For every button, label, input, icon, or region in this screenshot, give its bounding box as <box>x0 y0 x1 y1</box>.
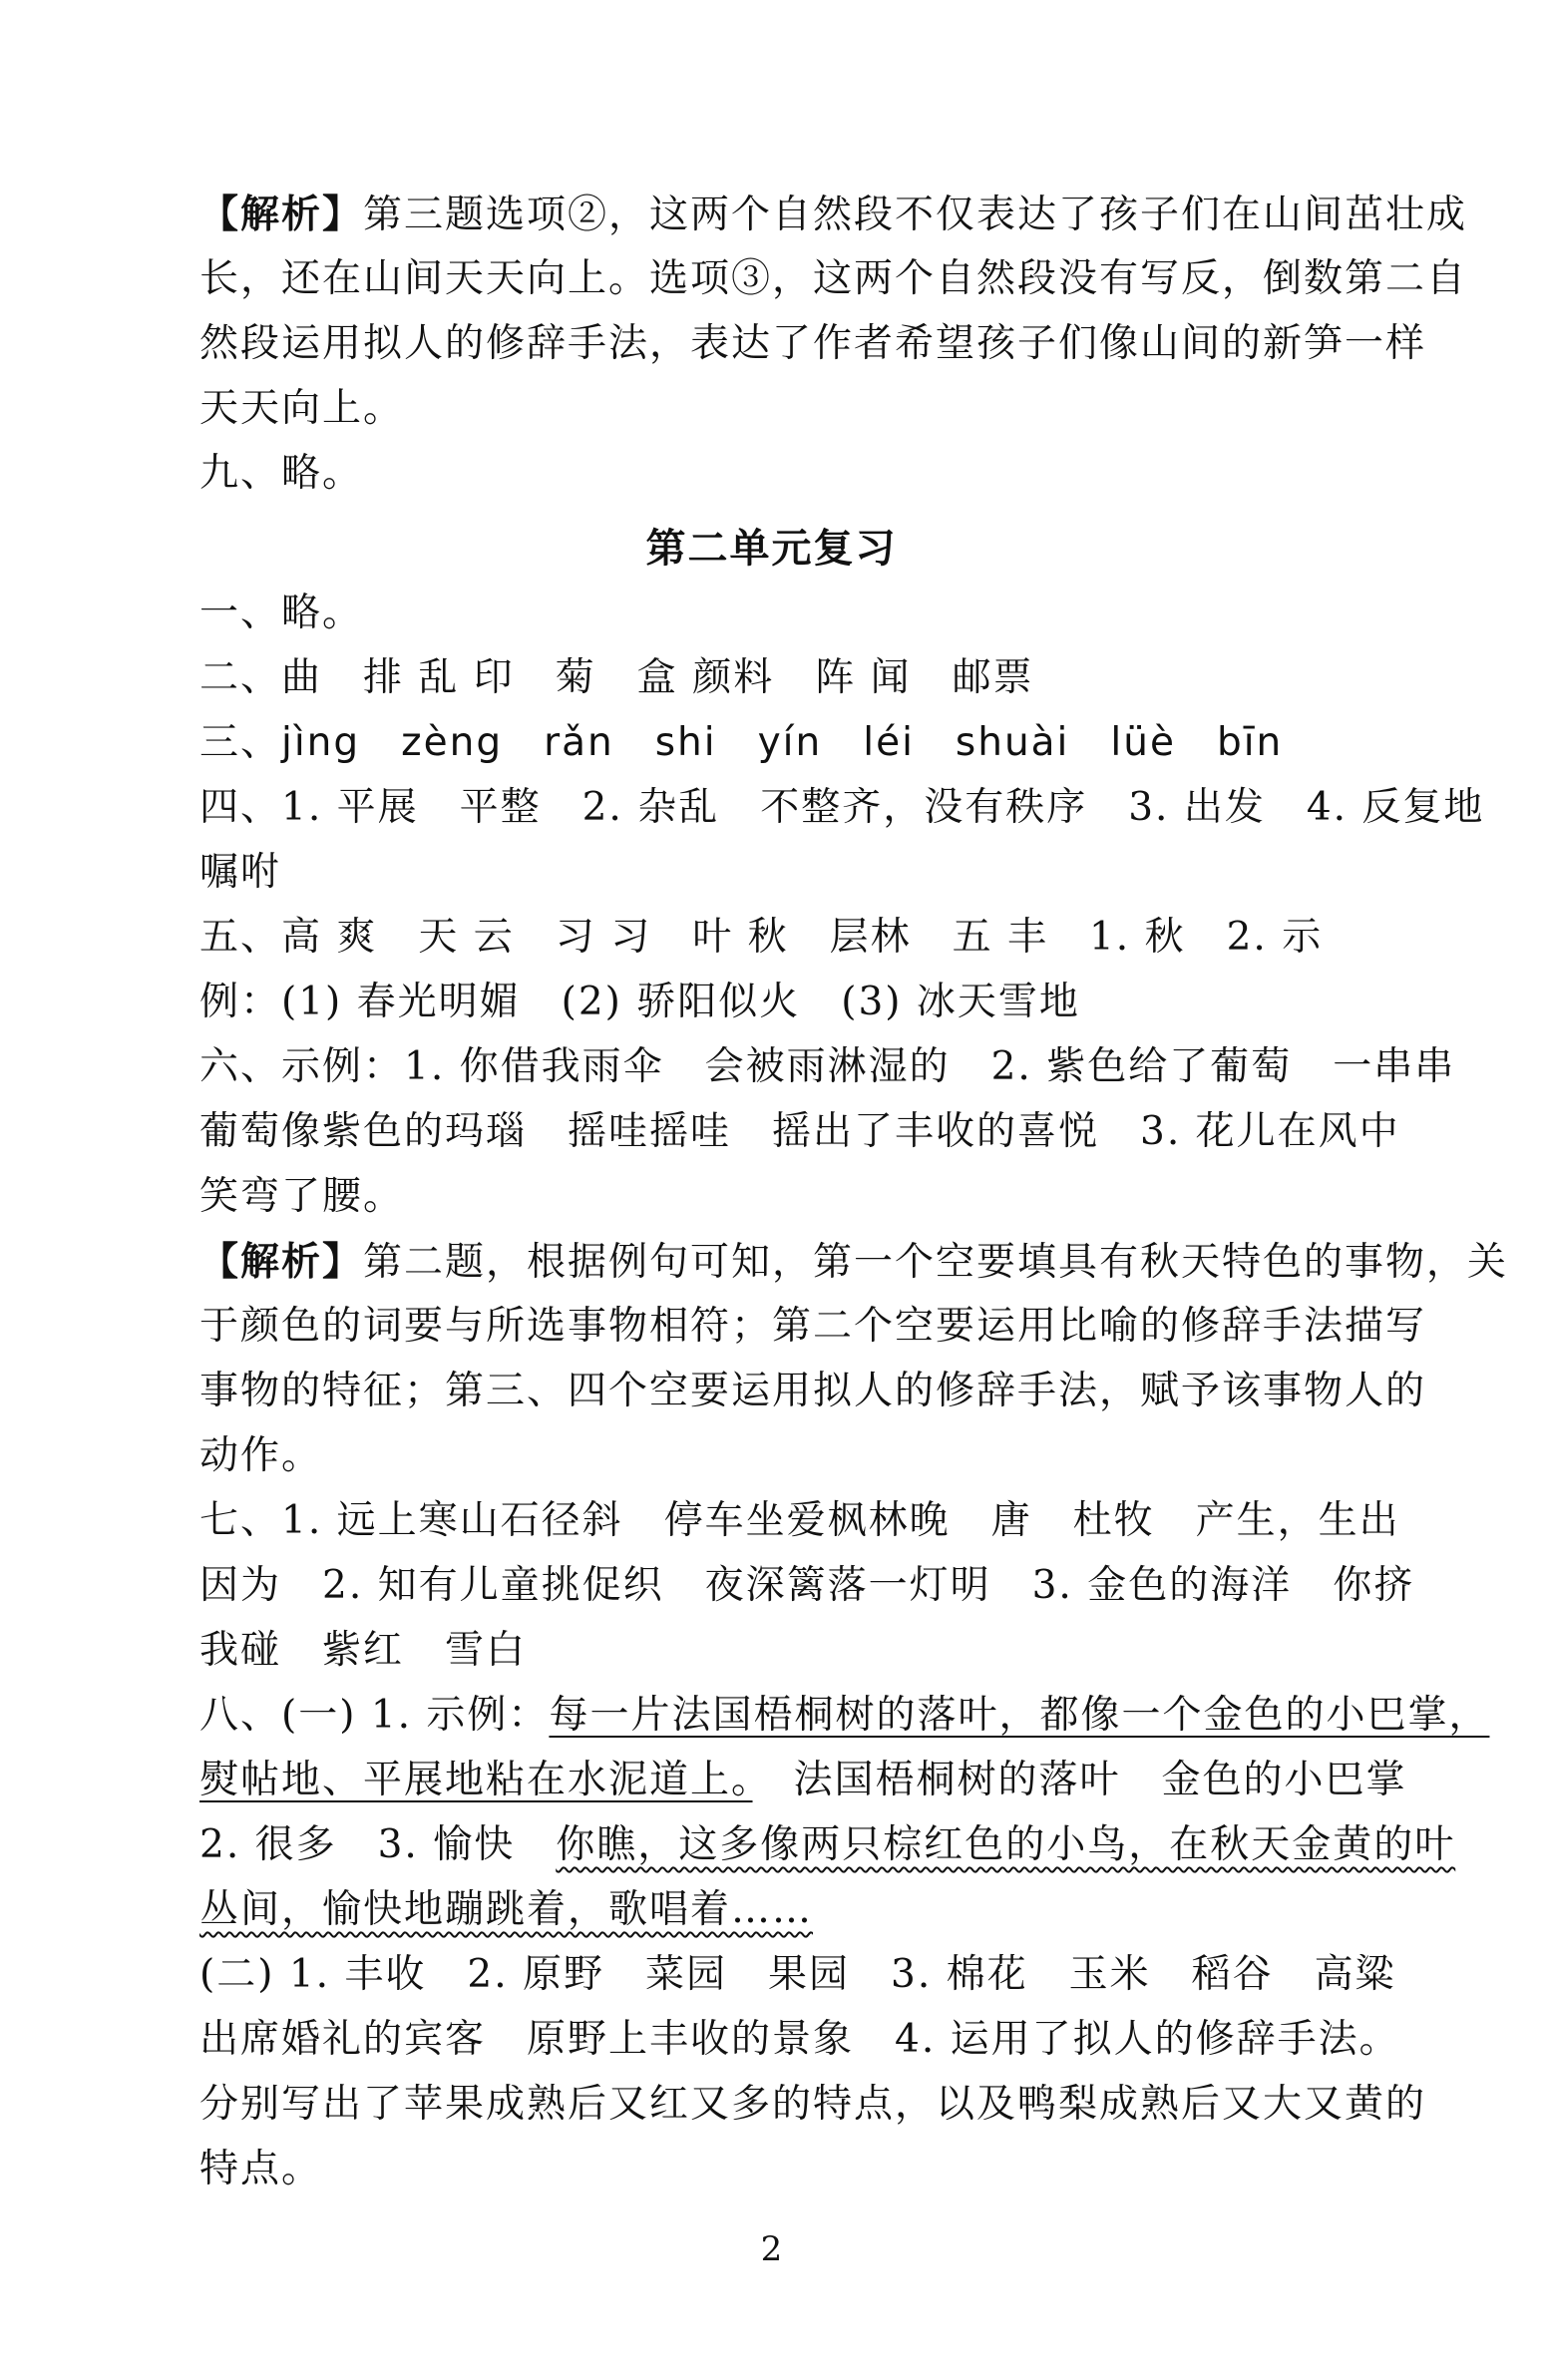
wavy-underlined-sentence: 丛间，愉快地蹦跳着，歌唱着…… <box>199 1887 814 1932</box>
answer-q8b-cont: 分别写出了苹果成熟后又红又多的特点，以及鸭梨成熟后又大又黄的 <box>199 2082 1427 2127</box>
section-title: 第二单元复习 <box>645 526 898 572</box>
wavy-underlined-sentence: 你瞧，这多像两只棕红色的小鸟，在秋天金黄的叶 <box>556 1822 1456 1867</box>
analysis-line: 事物的特征；第三、四个空要运用拟人的修辞手法，赋予该事物人的 <box>199 1369 1427 1413</box>
answer-q3: 三、jìng zèng rǎn shi yín léi shuài lüè bīn <box>199 720 1284 765</box>
answer-q2: 二、曲 排 乱 印 菊 盒 颜料 阵 闻 邮票 <box>199 655 1034 700</box>
answer-q8: 八、(一) 1. 示例：每一片法国梧桐树的落叶，都像一个金色的小巴掌， <box>199 1693 1490 1738</box>
answer-q6: 六、示例：1. 你借我雨伞 会被雨淋湿的 2. 紫色给了葡萄 一串串 <box>199 1044 1456 1089</box>
analysis-line: 动作。 <box>199 1433 323 1478</box>
answer-q5: 五、高 爽 天 云 习 习 叶 秋 层林 五 丰 1. 秋 2. 示 <box>199 915 1324 960</box>
answer-q5-cont: 例：(1) 春光明媚 (2) 骄阳似火 (3) 冰天雪地 <box>199 980 1080 1024</box>
analysis-line: 【解析】第二题，根据例句可知，第一个空要填具有秋天特色的事物，关 <box>199 1239 1509 1285</box>
analysis-label: 【解析】 <box>199 1239 364 1285</box>
underlined-sentence: 熨帖地、平展地粘在水泥道上。 <box>199 1758 753 1802</box>
analysis-line: 天天向上。 <box>199 386 405 431</box>
answer-q7: 七、1. 远上寒山石径斜 停车坐爱枫林晚 唐 杜牧 产生，生出 <box>199 1498 1400 1543</box>
answer-q8b: (二) 1. 丰收 2. 原野 菜园 果园 3. 棉花 玉米 稻谷 高粱 <box>199 1952 1396 1997</box>
page-number: 2 <box>760 2229 783 2269</box>
analysis-line: 于颜色的词要与所选事物相符；第二个空要运用比喻的修辞手法描写 <box>199 1304 1427 1349</box>
answer-q8b-cont: 特点。 <box>199 2147 323 2191</box>
answer-q8-cont <box>199 1885 1347 1935</box>
answer-q7-cont: 因为 2. 知有儿童挑促织 夜深篱落一灯明 3. 金色的海洋 你挤 <box>199 1563 1415 1608</box>
analysis-label: 【解析】 <box>199 192 364 237</box>
answer-q6-cont: 葡萄像紫色的玛瑙 摇哇摇哇 摇出了丰收的喜悦 3. 花儿在风中 <box>199 1109 1400 1154</box>
answer-q8b-cont: 出席婚礼的宾客 原野上丰收的景象 4. 运用了拟人的修辞手法。 <box>199 2017 1400 2062</box>
answer-q6-cont: 笑弯了腰。 <box>199 1174 405 1219</box>
answer-q8-cont: 熨帖地、平展地粘在水泥道上。 法国梧桐树的落叶 金色的小巴掌 <box>199 1758 1407 1802</box>
answer-q7-cont: 我碰 紫红 雪白 <box>199 1628 528 1673</box>
answer-q1: 一、略。 <box>199 591 364 635</box>
underlined-sentence: 每一片法国梧桐树的落叶，都像一个金色的小巴掌， <box>549 1693 1490 1738</box>
answer-q9: 九、略。 <box>199 451 364 496</box>
analysis-line: 【解析】第三题选项②，这两个自然段不仅表达了孩子们在山间茁壮成 <box>199 192 1468 237</box>
answer-q4: 四、1. 平展 平整 2. 杂乱 不整齐，没有秩序 3. 出发 4. 反复地 <box>199 785 1485 830</box>
analysis-line: 长，还在山间天天向上。选项③，这两个自然段没有写反，倒数第二自 <box>199 256 1468 301</box>
answer-q4-cont: 嘱咐 <box>199 850 282 895</box>
analysis-line: 然段运用拟人的修辞手法，表达了作者希望孩子们像山间的新笋一样 <box>199 321 1427 366</box>
answer-q8-cont: 2. 很多 3. 愉快 你瞧，这多像两只棕红色的小鸟，在秋天金黄的叶 <box>199 1822 1456 1867</box>
